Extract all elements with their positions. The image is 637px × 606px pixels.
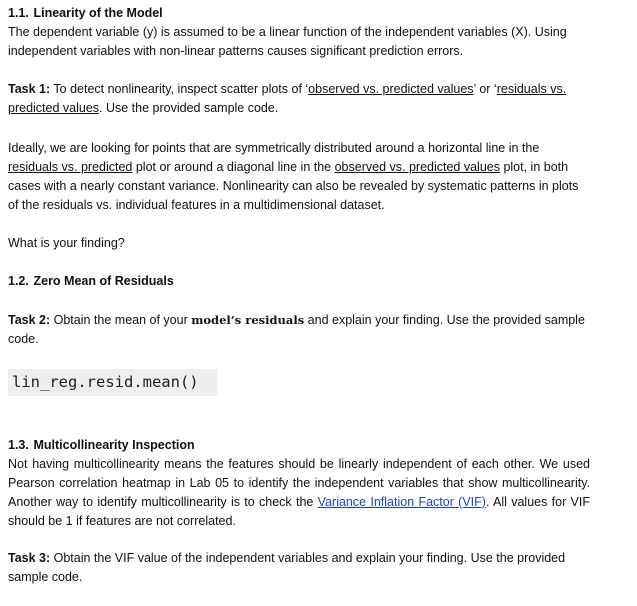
ideal-paragraph — [8, 139, 590, 215]
section-1-1-body: The dependent variable (y) is assumed to be a linear function of the independent variables (X). Using independent variables with non-linear patterns causes significant prediction errors. — [8, 25, 567, 58]
observed-vs-predicted-link[interactable]: observed vs. predicted values — [308, 82, 474, 96]
task-1-text-c: . Use the provided sample code. — [99, 101, 279, 115]
task-1-paragraph — [8, 80, 590, 118]
section-1-2-heading — [8, 272, 590, 291]
observed-vs-predicted-ref[interactable]: observed vs. predicted values — [334, 160, 500, 174]
section-title: Multicollinearity Inspection — [33, 438, 195, 452]
code-line: lin_reg.resid.mean() — [12, 373, 199, 391]
section-title: Zero Mean of Residuals — [33, 274, 174, 288]
ideal-text-c: plot, in both cases with a nearly constant variance. Nonlinearity can also be revealed by systematic patterns in plots of the residuals vs. individual features in a multidimensional dataset. — [8, 160, 579, 212]
task-3-paragraph — [8, 549, 590, 587]
section-1-3-heading — [8, 436, 590, 455]
task-2-label: Task 2: — [8, 313, 51, 327]
task-2-text-a: Obtain the mean of your — [50, 313, 192, 327]
ideal-text-b: plot or around a diagonal line in the — [132, 160, 335, 174]
task-1-text-a: To detect nonlinearity, inspect scatter plots of ‘ — [50, 82, 309, 96]
task-3-text: Obtain the VIF value of the independent variables and explain your finding. Use the provided sample code. — [8, 551, 566, 584]
section-number: 1.2. — [8, 274, 29, 288]
task-2-paragraph — [8, 311, 590, 349]
section-1-3-text-b: . All values for VIF should be 1 if features are not correlated. — [8, 495, 590, 528]
section-number: 1.1. — [8, 6, 29, 20]
section-1-3-text-a: Not having multicollinearity means the features should be linearly independent of each other. We used Pearson correlation heatmap in Lab 05 to identify the independent variables that show multicollinearity. Another way to identify multicollinearity is to check the — [8, 457, 590, 509]
inline-code-residuals: model’s residuals — [191, 313, 305, 327]
task-1-text-b: ’ or ‘ — [473, 82, 497, 96]
residuals-vs-predicted-ref[interactable]: residuals vs. predicted — [8, 160, 133, 174]
question-text: What is your finding? — [8, 236, 125, 250]
section-title: Linearity of the Model — [33, 6, 163, 20]
task-1-label: Task 1: — [8, 82, 51, 96]
residuals-vs-predicted-link[interactable]: residuals vs. predicted values — [8, 82, 567, 115]
section-1-1-heading — [8, 4, 590, 23]
ideal-text-a: Ideally, we are looking for points that are symmetrically distributed around a horizontal line in the — [8, 141, 540, 155]
task-2-text-b: and explain your finding. Use the provided sample code. — [8, 313, 585, 346]
code-block — [8, 369, 217, 396]
section-number: 1.3. — [8, 438, 29, 452]
vif-link[interactable]: Variance Inflation Factor (VIF) — [317, 495, 486, 509]
task-3-label: Task 3: — [8, 551, 51, 565]
section-1-3-body — [8, 455, 590, 531]
